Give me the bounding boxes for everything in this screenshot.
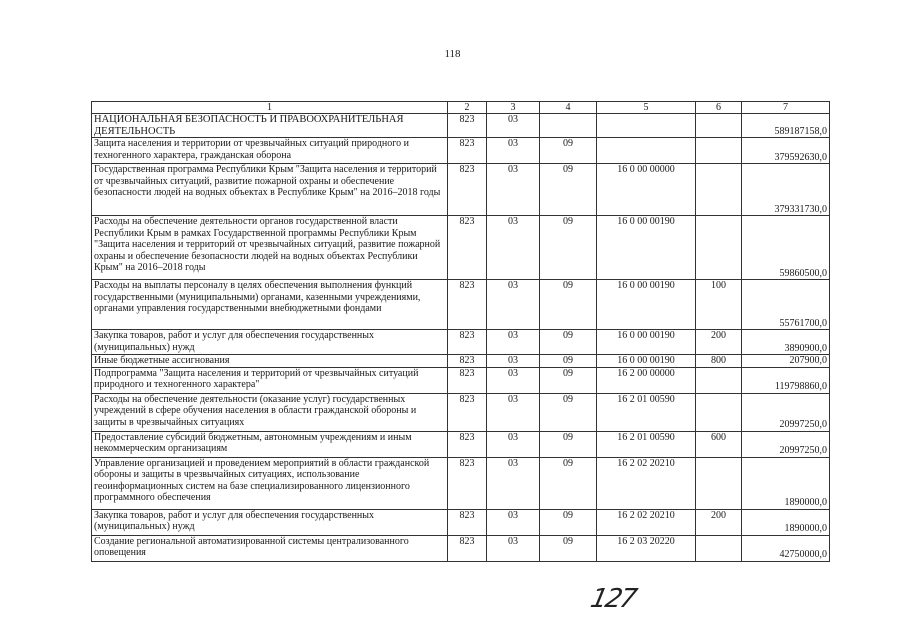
row-ministry-code: 823: [448, 280, 487, 330]
row-name: Подпрограмма "Защита населения и территорий от чрезвычайных ситуаций природного и техногенного характера": [92, 367, 448, 393]
row-sum: 119798860,0: [742, 367, 830, 393]
row-section-code: 03: [487, 280, 540, 330]
table-row: [92, 431, 830, 457]
row-sum: 589187158,0: [742, 114, 830, 138]
row-subsection-code: 09: [540, 280, 597, 330]
row-target-code: 16 2 02 20210: [597, 457, 696, 509]
row-sum: 20997250,0: [742, 431, 830, 457]
row-name: Управление организацией и проведением мероприятий в области гражданской обороны и защиты в чрезвычайных ситуациях, использование геоинформационных систем на базе специализированного лицензионного программного обеспечения: [92, 457, 448, 509]
row-sum: 59860500,0: [742, 216, 830, 280]
row-target-code: 16 0 00 00190: [597, 216, 696, 280]
table-row: [92, 280, 830, 330]
row-expense-type: 200: [696, 509, 742, 535]
table-row: [92, 393, 830, 431]
row-name: Государственная программа Республики Крым "Защита населения и территорий от чрезвычайных ситуаций, развитие пожарной охраны и обеспечение безопасности людей на водных объектах в Республике Крым" на 2016–2018 годы: [92, 164, 448, 216]
row-ministry-code: 823: [448, 431, 487, 457]
row-target-code: [597, 138, 696, 164]
row-ministry-code: 823: [448, 355, 487, 368]
row-expense-type: [696, 393, 742, 431]
row-section-code: 03: [487, 393, 540, 431]
row-expense-type: [696, 535, 742, 561]
column-header: 6: [696, 102, 742, 114]
row-sum: 207900,0: [742, 355, 830, 368]
row-section-code: 03: [487, 138, 540, 164]
table-row: [92, 138, 830, 164]
row-section-code: 03: [487, 457, 540, 509]
column-header: 2: [448, 102, 487, 114]
row-sum: 1890000,0: [742, 509, 830, 535]
row-subsection-code: 09: [540, 535, 597, 561]
row-name: Расходы на выплаты персоналу в целях обеспечения выполнения функций государственными (муниципальными) органами, казенными учреждениями, органами управления государственными внебюджетными фондами: [92, 280, 448, 330]
row-section-code: 03: [487, 114, 540, 138]
row-sum: 20997250,0: [742, 393, 830, 431]
row-target-code: 16 2 02 20210: [597, 509, 696, 535]
row-target-code: 16 0 00 00190: [597, 355, 696, 368]
table-row: [92, 535, 830, 561]
row-target-code: 16 2 00 00000: [597, 367, 696, 393]
row-ministry-code: 823: [448, 535, 487, 561]
row-subsection-code: 09: [540, 457, 597, 509]
row-ministry-code: 823: [448, 367, 487, 393]
row-expense-type: 200: [696, 330, 742, 355]
row-expense-type: [696, 457, 742, 509]
table-row: [92, 216, 830, 280]
row-name: Иные бюджетные ассигнования: [92, 355, 448, 368]
row-subsection-code: 09: [540, 138, 597, 164]
row-target-code: 16 2 01 00590: [597, 431, 696, 457]
column-header: 7: [742, 102, 830, 114]
row-expense-type: [696, 164, 742, 216]
row-section-code: 03: [487, 355, 540, 368]
table-row: [92, 457, 830, 509]
row-section-code: 03: [487, 509, 540, 535]
row-target-code: [597, 114, 696, 138]
row-name: Закупка товаров, работ и услуг для обеспечения государственных (муниципальных) нужд: [92, 330, 448, 355]
row-expense-type: 600: [696, 431, 742, 457]
row-expense-type: [696, 138, 742, 164]
page-number: 118: [444, 48, 461, 60]
row-sum: 379331730,0: [742, 164, 830, 216]
row-name: Расходы на обеспечение деятельности органов государственной власти Республики Крым в рамках Государственной программы Республики Крым "Защита населения и территорий от чрезвычайных ситуаций, развитие пожарной охраны и обеспечение безопасности людей на водных объектах Республики Крым" на 2016–2018 годы: [92, 216, 448, 280]
row-subsection-code: 09: [540, 367, 597, 393]
row-subsection-code: 09: [540, 216, 597, 280]
row-name: Создание региональной автоматизированной системы централизованного оповещения: [92, 535, 448, 561]
row-name: НАЦИОНАЛЬНАЯ БЕЗОПАСНОСТЬ И ПРАВООХРАНИТЕЛЬНАЯ ДЕЯТЕЛЬНОСТЬ: [92, 114, 448, 138]
row-sum: 1890000,0: [742, 457, 830, 509]
table-header-row: [92, 102, 830, 114]
row-subsection-code: [540, 114, 597, 138]
row-target-code: 16 2 01 00590: [597, 393, 696, 431]
table-row: [92, 355, 830, 368]
row-target-code: 16 0 00 00000: [597, 164, 696, 216]
column-header: 5: [597, 102, 696, 114]
row-name: Предоставление субсидий бюджетным, автономным учреждениям и иным некоммерческим организациям: [92, 431, 448, 457]
table-row: [92, 330, 830, 355]
row-section-code: 03: [487, 330, 540, 355]
row-ministry-code: 823: [448, 164, 487, 216]
row-expense-type: [696, 216, 742, 280]
row-section-code: 03: [487, 431, 540, 457]
row-ministry-code: 823: [448, 393, 487, 431]
row-name: Расходы на обеспечение деятельности (оказание услуг) государственных учреждений в сфере обучения населения в области гражданской обороны и защиты в чрезвычайных ситуациях: [92, 393, 448, 431]
row-section-code: 03: [487, 216, 540, 280]
row-expense-type: 100: [696, 280, 742, 330]
row-sum: 379592630,0: [742, 138, 830, 164]
row-section-code: 03: [487, 367, 540, 393]
column-header: 4: [540, 102, 597, 114]
row-expense-type: [696, 114, 742, 138]
row-ministry-code: 823: [448, 216, 487, 280]
row-name: Защита населения и территории от чрезвычайных ситуаций природного и техногенного характера, гражданская оборона: [92, 138, 448, 164]
row-target-code: 16 0 00 00190: [597, 280, 696, 330]
row-subsection-code: 09: [540, 393, 597, 431]
row-section-code: 03: [487, 164, 540, 216]
table-row: [92, 367, 830, 393]
row-target-code: 16 0 00 00190: [597, 330, 696, 355]
budget-table: [91, 101, 830, 562]
row-ministry-code: 823: [448, 330, 487, 355]
row-ministry-code: 823: [448, 509, 487, 535]
row-subsection-code: 09: [540, 330, 597, 355]
row-target-code: 16 2 03 20220: [597, 535, 696, 561]
row-expense-type: 800: [696, 355, 742, 368]
row-ministry-code: 823: [448, 114, 487, 138]
row-subsection-code: 09: [540, 509, 597, 535]
row-sum: 3890900,0: [742, 330, 830, 355]
handwritten-page-number: 127: [587, 584, 638, 614]
row-expense-type: [696, 367, 742, 393]
row-section-code: 03: [487, 535, 540, 561]
row-name: Закупка товаров, работ и услуг для обеспечения государственных (муниципальных) нужд: [92, 509, 448, 535]
column-header: 1: [92, 102, 448, 114]
row-subsection-code: 09: [540, 355, 597, 368]
row-subsection-code: 09: [540, 164, 597, 216]
row-ministry-code: 823: [448, 138, 487, 164]
table-row: [92, 114, 830, 138]
table-row: [92, 164, 830, 216]
table-row: [92, 509, 830, 535]
row-subsection-code: 09: [540, 431, 597, 457]
column-header: 3: [487, 102, 540, 114]
row-ministry-code: 823: [448, 457, 487, 509]
row-sum: 55761700,0: [742, 280, 830, 330]
row-sum: 42750000,0: [742, 535, 830, 561]
